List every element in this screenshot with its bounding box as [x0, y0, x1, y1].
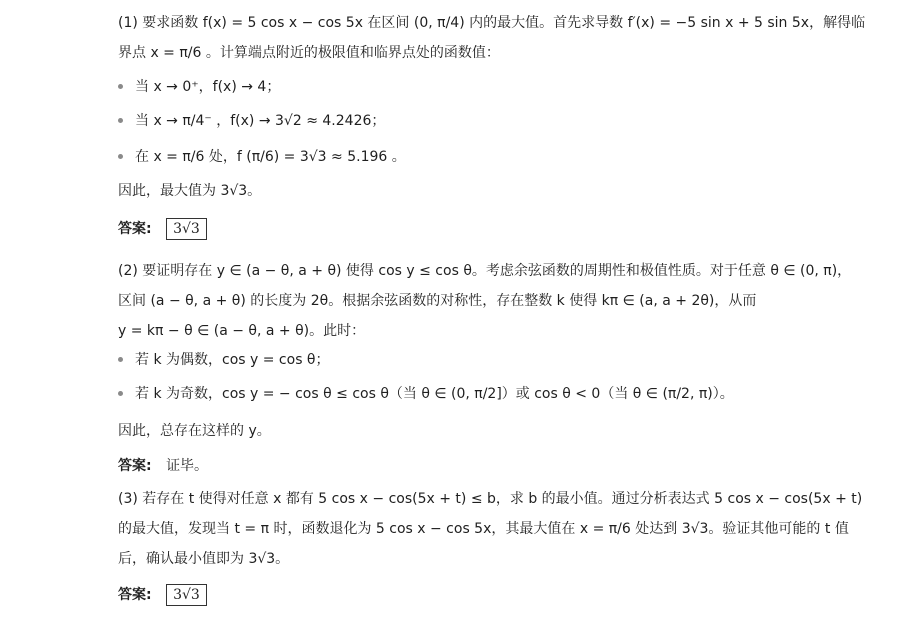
part1-line1: (1) 要求函数 f(x) = 5 cos x − cos 5x 在区间 (0, π/4) 内的最大值。首先求导数 f′(x) = −5 sin x + 5 sin 5x，解得临	[118, 15, 866, 31]
part2-line3: y = kπ − θ ∈ (a − θ, a + θ)。此时：	[118, 323, 366, 339]
part2-bullet-2	[118, 383, 734, 405]
part1-bullet-2	[118, 110, 385, 132]
part3-line2: 的最大值，发现当 t = π 时，函数退化为 5 cos x − cos 5x，其最大值在 x = π/6 处达到 3√3。验证其他可能的 t 值	[118, 521, 849, 537]
bullet-dot-icon	[118, 357, 123, 362]
part1-bullet-2-text: 当 x → π/4⁻ ，f(x) → 3√2 ≈ 4.2426；	[135, 113, 386, 129]
answer-label: 答案:	[118, 587, 152, 603]
part1-intro	[118, 8, 868, 68]
answer-box: 3√3	[166, 218, 207, 240]
part2-bullet-2-text: 若 k 为奇数，cos y = − cos θ ≤ cos θ（当 θ ∈ (0, π/2]）或 cos θ < 0（当 θ ∈ (π/2, π)）。	[135, 386, 734, 402]
part2-answer	[118, 455, 208, 475]
part2-bullet-1	[118, 349, 330, 371]
part3-answer	[118, 584, 207, 606]
part1-bullet-1	[118, 76, 280, 98]
part3-intro	[118, 484, 868, 574]
part2-line2: 区间 (a − θ, a + θ) 的长度为 2θ。根据余弦函数的对称性，存在整数 k 使得 kπ ∈ (a, a + 2θ)，从而	[118, 293, 757, 309]
bullet-dot-icon	[118, 154, 123, 159]
part1-line2: 界点 x = π/6 。计算端点附近的极限值和临界点处的函数值：	[118, 45, 500, 61]
part3-line1: (3) 若存在 t 使得对任意 x 都有 5 cos x − cos(5x + t) ≤ b，求 b 的最小值。通过分析表达式 5 cos x − cos(5x + t)	[118, 491, 863, 507]
answer-label: 答案:	[118, 221, 152, 237]
part1-bullet-3	[118, 146, 406, 168]
part3-line3: 后，确认最小值即为 3√3。	[118, 551, 290, 567]
bullet-dot-icon	[118, 84, 123, 89]
part2-bullet-1-text: 若 k 为偶数，cos y = cos θ；	[135, 352, 330, 368]
part2-line1: (2) 要证明存在 y ∈ (a − θ, a + θ) 使得 cos y ≤ cos θ。考虑余弦函数的周期性和极值性质。对于任意 θ ∈ (0, π)，	[118, 263, 852, 279]
part1-bullet-3-text: 在 x = π/6 处，f (π/6) = 3√3 ≈ 5.196 。	[135, 149, 406, 165]
bullet-dot-icon	[118, 391, 123, 396]
part1-answer	[118, 218, 207, 240]
part2-conclusion: 因此，总存在这样的 y。	[118, 423, 271, 439]
answer-label: 答案:	[118, 458, 152, 474]
answer-text: 证毕。	[166, 458, 209, 474]
part2-intro	[118, 256, 868, 346]
answer-box: 3√3	[166, 584, 207, 606]
bullet-dot-icon	[118, 118, 123, 123]
part1-conclusion: 因此，最大值为 3√3。	[118, 183, 262, 199]
part1-bullet-1-text: 当 x → 0⁺，f(x) → 4；	[135, 79, 281, 95]
